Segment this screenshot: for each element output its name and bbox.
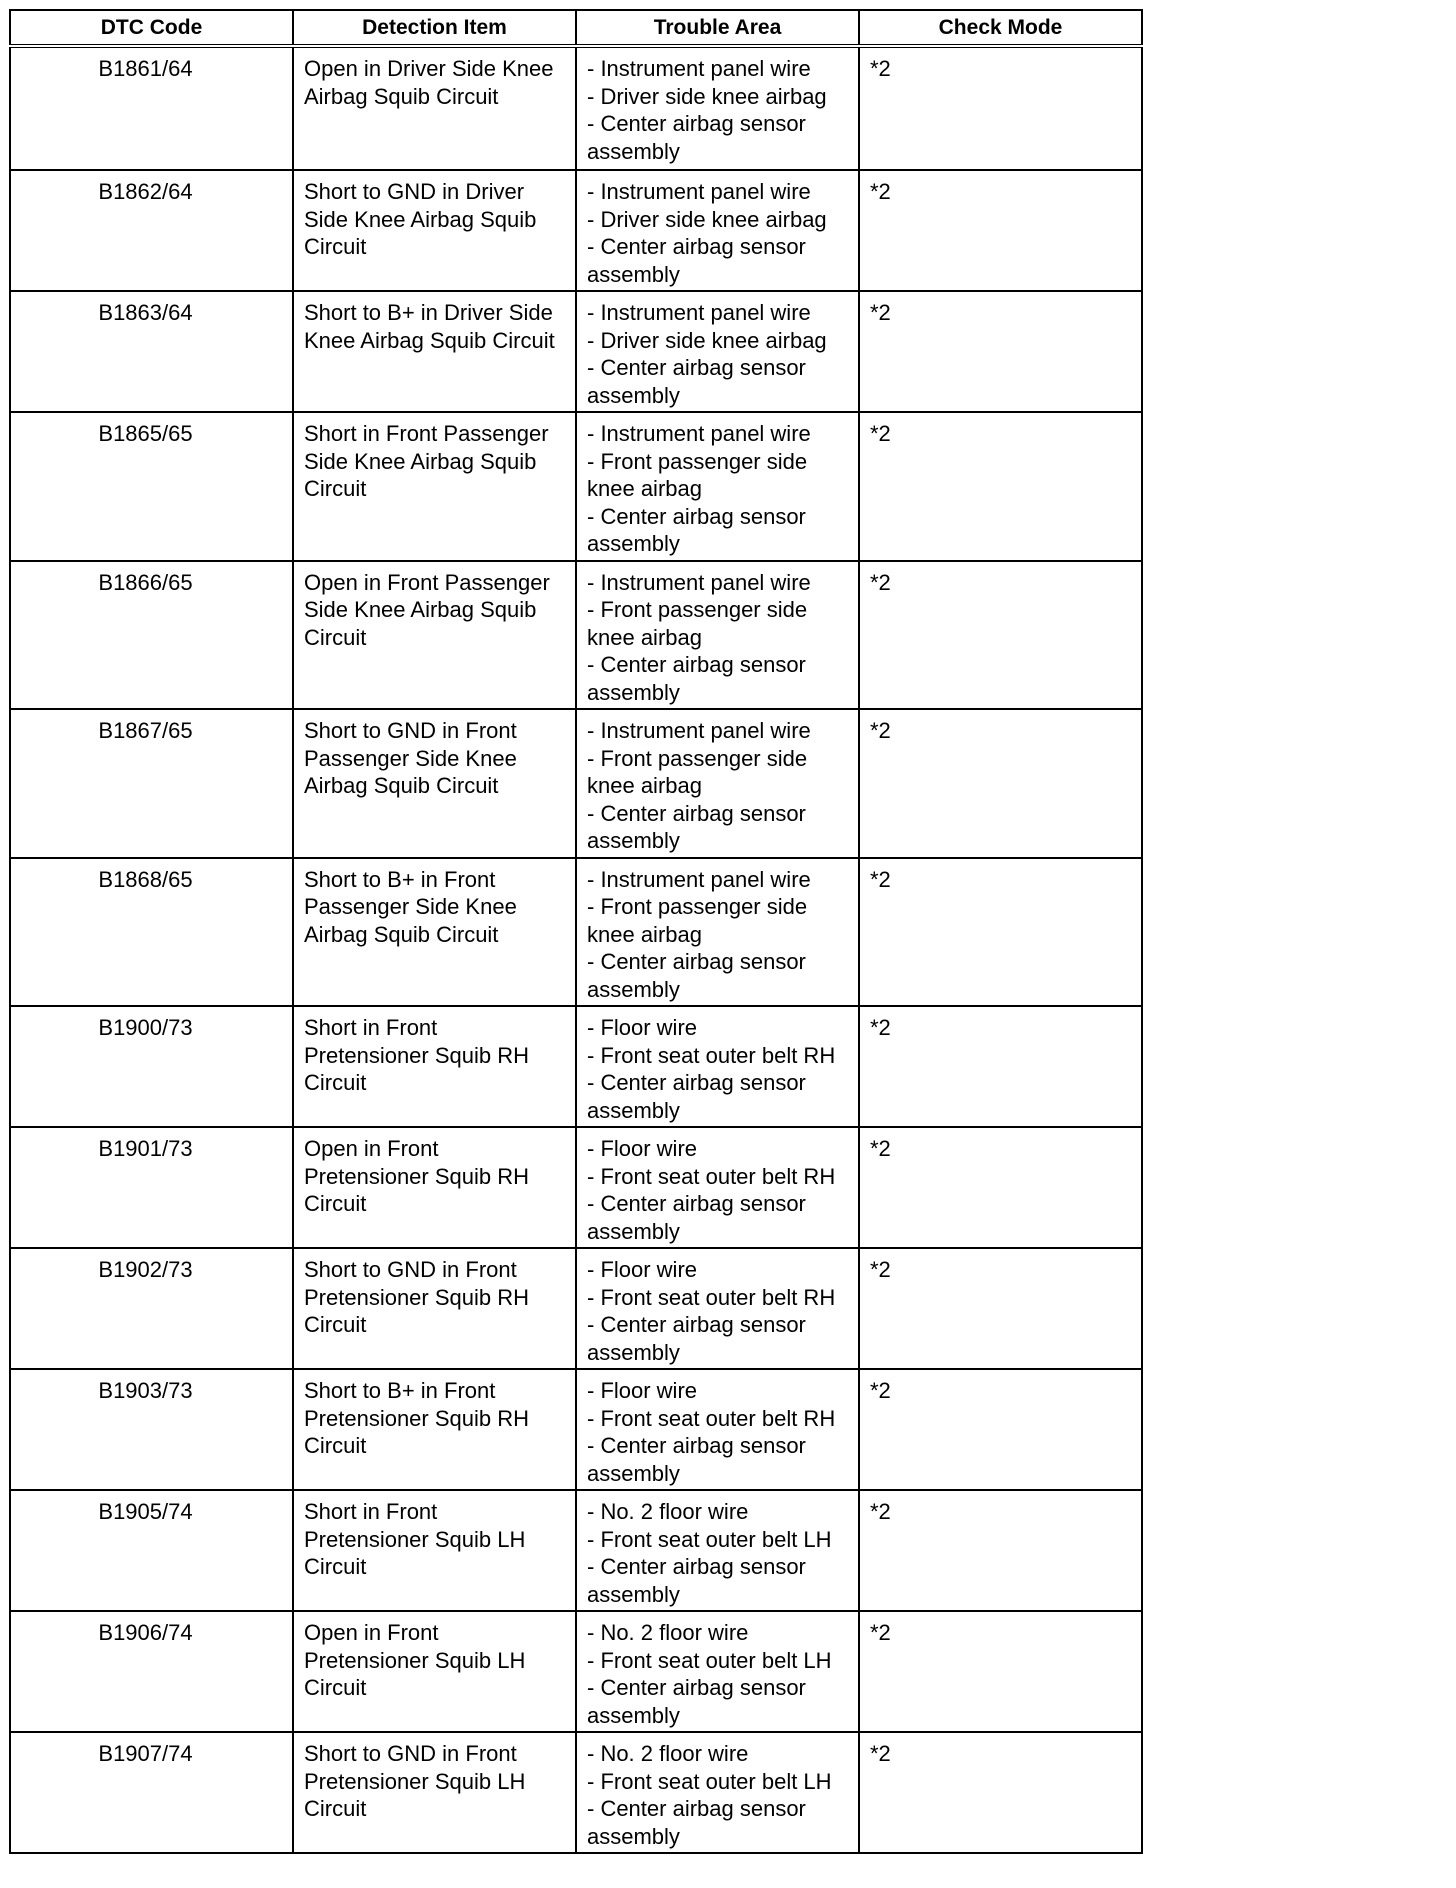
table-row [10,1611,1142,1732]
dtc-code: B1901/73 [98,1136,193,1161]
trouble-area-item: - Instrument panel wire [587,866,811,892]
trouble-area [576,1611,859,1732]
dtc-code-cell [10,709,293,858]
trouble-area-item: - Instrument panel wire [587,421,811,446]
detection-item: Open in Front Pretensioner Squib RH Circuit [293,1127,576,1248]
trouble-area-item: - No. 2 floor wire [587,1741,749,1766]
trouble-area-item: - Instrument panel wire [587,56,811,81]
trouble-area-item: - Front seat outer belt LH [587,1647,832,1673]
table-row [10,561,1142,710]
check-mode: *2 [859,1006,1142,1127]
trouble-area [576,1490,859,1611]
trouble-area-item: - No. 2 floor wire [587,1499,749,1524]
check-mode: *2 [859,858,1142,1007]
trouble-area [576,412,859,561]
trouble-area-item: - Center airbag sensor assembly [587,1675,806,1728]
trouble-area-item: - Center airbag sensor assembly [587,652,806,705]
dtc-code: B1905/74 [98,1499,193,1524]
dtc-code: B1865/65 [98,421,193,446]
detection-item: Short to GND in Front Pretensioner Squib RH Circuit [293,1248,576,1369]
trouble-area-item: - No. 2 floor wire [587,1620,749,1645]
trouble-area-item: - Center airbag sensor assembly [587,234,806,287]
table-row [10,1732,1142,1853]
trouble-area [576,1006,859,1127]
check-mode: *2 [859,46,1142,170]
trouble-area [576,46,859,170]
trouble-area-item: - Floor wire [587,1136,698,1161]
table-row [10,1127,1142,1248]
header-check-mode: Check Mode [859,10,1142,46]
table-row [10,46,1142,170]
table-row [10,1006,1142,1127]
table-row [10,170,1142,291]
dtc-code: B1906/74 [98,1620,193,1645]
trouble-area-item: - Front passenger side knee airbag [587,745,808,798]
detection-item: Short to B+ in Front Pretensioner Squib RH Circuit [293,1369,576,1490]
header-detection-item: Detection Item [293,10,576,46]
dtc-code-cell [10,1732,293,1853]
trouble-area-item: - Driver side knee airbag [587,206,827,232]
trouble-area-item: - Instrument panel wire [587,718,811,743]
dtc-code-cell [10,1248,293,1369]
detection-item: Short in Front Pretensioner Squib LH Circuit [293,1490,576,1611]
trouble-area-item: - Front seat outer belt LH [587,1526,832,1552]
trouble-area-item: - Front passenger side knee airbag [587,448,808,501]
check-mode: *2 [859,1490,1142,1611]
trouble-area-item: - Center airbag sensor assembly [587,503,806,556]
dtc-code: B1903/73 [98,1378,193,1403]
dtc-code-cell [10,561,293,710]
dtc-code: B1863/64 [98,300,193,325]
detection-item: Short to GND in Front Passenger Side Knee Airbag Squib Circuit [293,709,576,858]
check-mode: *2 [859,1611,1142,1732]
table-row [10,1248,1142,1369]
check-mode: *2 [859,561,1142,710]
dtc-code: B1902/73 [98,1257,193,1282]
check-mode: *2 [859,1248,1142,1369]
trouble-area-item: - Front seat outer belt LH [587,1768,832,1794]
dtc-code-cell [10,170,293,291]
detection-item: Open in Driver Side Knee Airbag Squib Circuit [293,46,576,170]
trouble-area-item: - Front passenger side knee airbag [587,894,808,947]
header-dtc-code: DTC Code [10,10,293,46]
trouble-area-item: - Floor wire [587,1015,698,1040]
table-row [10,1490,1142,1611]
detection-item: Short in Front Passenger Side Knee Airbag Squib Circuit [293,412,576,561]
dtc-code-cell [10,1490,293,1611]
trouble-area [576,1732,859,1853]
trouble-area-item: - Front seat outer belt RH [587,1163,836,1189]
check-mode: *2 [859,412,1142,561]
dtc-code: B1900/73 [98,1015,193,1040]
trouble-area [576,561,859,710]
trouble-area [576,1248,859,1369]
dtc-code: B1867/65 [98,718,193,743]
trouble-area-item: - Front seat outer belt RH [587,1042,836,1068]
table-body [10,46,1142,1853]
check-mode: *2 [859,170,1142,291]
dtc-code-cell [10,1611,293,1732]
table-header [10,10,1142,46]
trouble-area [576,170,859,291]
check-mode: *2 [859,709,1142,858]
trouble-area-item: - Center airbag sensor assembly [587,1312,806,1365]
dtc-code: B1861/64 [98,56,193,81]
detection-item: Open in Front Pretensioner Squib LH Circuit [293,1611,576,1732]
trouble-area-item: - Driver side knee airbag [587,327,827,353]
dtc-code-cell [10,1006,293,1127]
detection-item: Short in Front Pretensioner Squib RH Circuit [293,1006,576,1127]
trouble-area-item: - Front seat outer belt RH [587,1284,836,1310]
check-mode: *2 [859,291,1142,412]
dtc-code-cell [10,412,293,561]
check-mode: *2 [859,1127,1142,1248]
table-row [10,291,1142,412]
dtc-code-cell [10,291,293,412]
trouble-area-item: - Front passenger side knee airbag [587,597,808,650]
trouble-area [576,1369,859,1490]
trouble-area-item: - Center airbag sensor assembly [587,1070,806,1123]
trouble-area-item: - Driver side knee airbag [587,83,827,109]
table-row [10,412,1142,561]
check-mode: *2 [859,1732,1142,1853]
trouble-area [576,1127,859,1248]
trouble-area [576,709,859,858]
dtc-table [9,9,1143,1854]
detection-item: Short to GND in Front Pretensioner Squib LH Circuit [293,1732,576,1853]
dtc-code-cell [10,858,293,1007]
check-mode: *2 [859,1369,1142,1490]
dtc-code: B1907/74 [98,1741,193,1766]
trouble-area-item: - Instrument panel wire [587,179,811,204]
table-row [10,858,1142,1007]
header-trouble-area: Trouble Area [576,10,859,46]
dtc-code: B1868/65 [98,866,193,892]
detection-item: Open in Front Passenger Side Knee Airbag Squib Circuit [293,561,576,710]
trouble-area-item: - Center airbag sensor assembly [587,111,806,164]
trouble-area-item: - Center airbag sensor assembly [587,1433,806,1486]
detection-item: Short to GND in Driver Side Knee Airbag Squib Circuit [293,170,576,291]
dtc-code-cell [10,1127,293,1248]
trouble-area-item: - Center airbag sensor assembly [587,1191,806,1244]
header-row [10,10,1142,46]
dtc-code-cell [10,1369,293,1490]
table-row [10,709,1142,858]
dtc-code: B1862/64 [98,179,193,204]
trouble-area-item: - Instrument panel wire [587,300,811,325]
trouble-area [576,858,859,1007]
trouble-area-item: - Center airbag sensor assembly [587,1796,806,1849]
dtc-code: B1866/65 [98,569,193,595]
trouble-area-item: - Instrument panel wire [587,569,811,595]
detection-item: Short to B+ in Front Passenger Side Knee Airbag Squib Circuit [293,858,576,1007]
table-row [10,1369,1142,1490]
detection-item: Short to B+ in Driver Side Knee Airbag Squib Circuit [293,291,576,412]
trouble-area-item: - Center airbag sensor assembly [587,949,806,1002]
trouble-area-item: - Center airbag sensor assembly [587,800,806,853]
trouble-area [576,291,859,412]
trouble-area-item: - Floor wire [587,1378,698,1403]
trouble-area-item: - Floor wire [587,1257,698,1282]
trouble-area-item: - Front seat outer belt RH [587,1405,836,1431]
trouble-area-item: - Center airbag sensor assembly [587,355,806,408]
dtc-code-cell [10,46,293,170]
trouble-area-item: - Center airbag sensor assembly [587,1554,806,1607]
